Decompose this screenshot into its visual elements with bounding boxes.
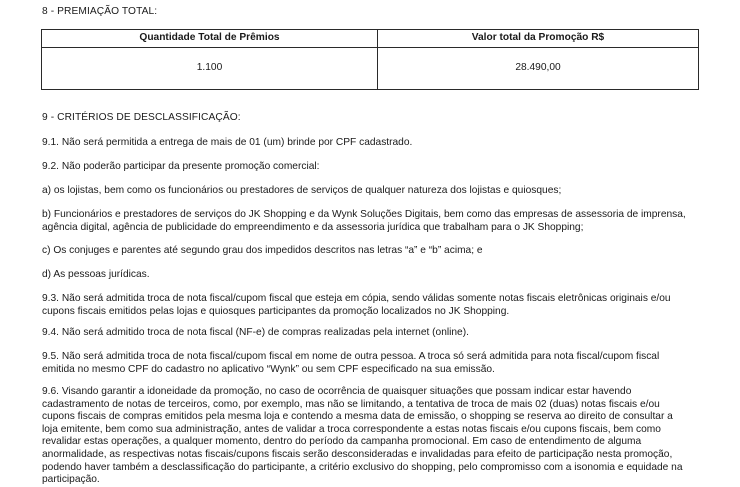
paragraph-line: anormalidade, as respectivas notas fiscais/cupons fiscais serão desconsideradas e invalidadas para efeito de participação nesta promoção, <box>42 448 673 460</box>
paragraph-9-5 <box>42 351 702 376</box>
paragraph-9-6 <box>42 386 702 487</box>
paragraph-line: cupons fiscais emitidos pelas lojas e quiosques participantes da promoção localizados no JK Shopping. <box>42 305 510 317</box>
paragraph-9-2-b <box>42 209 702 234</box>
paragraph-line: cadastramento de notas de terceiros, como, por exemplo, mas não se limitando, a tentativa de troca de mais 02 (duas) notas fiscais e/ou <box>42 398 660 410</box>
section-9-title: 9 - CRITÉRIOS DE DESCLASSIFICAÇÃO: <box>42 112 241 123</box>
paragraph-line: revalidar estas operações, a qualquer momento, dentro do período da campanha promocional. Em caso de entendimento de alguma <box>42 436 642 448</box>
table-row <box>42 48 699 90</box>
paragraph-line: 9.3. Não será admitida troca de nota fiscal/cupom fiscal que esteja em cópia, sendo válidas somente notas fiscais eletrônicas originais e/ou <box>42 293 671 304</box>
award-summary-table <box>41 29 699 90</box>
paragraph-9-2: 9.2. Não poderão participar da presente promoção comercial: <box>42 161 320 172</box>
paragraph-9-2-a: a) os lojistas, bem como os funcionários ou prestadores de serviços de qualquer natureza dos lojistas e quiosques; <box>42 185 562 196</box>
cell-total-prizes: 1.100 <box>42 48 378 90</box>
paragraph-line: cupons fiscais de compras emitidos pela mesma loja e contendo a mesma data de emissão, o shopping se reserva ao direito de consultar a <box>42 411 673 423</box>
paragraph-9-4: 9.4. Não será admitido troca de nota fiscal (NF-e) de compras realizadas pela internet (online). <box>42 327 469 338</box>
paragraph-line: agência digital, agência de publicidade do empreendimento e da assessoria jurídica que trabalham para o JK Shopping; <box>42 221 584 233</box>
paragraph-line: podendo haver também a desclassificação do participante, a critério exclusivo do shopping, pelo compromisso com a isonomia e equidade na <box>42 461 683 473</box>
paragraph-9-1: 9.1. Não será permitida a entrega de mais de 01 (um) brinde por CPF cadastrado. <box>42 137 413 148</box>
paragraph-line: emitida no mesmo CPF do cadastro no aplicativo “Wynk” ou sem CPF especificado na sua emissão. <box>42 363 495 375</box>
paragraph-9-3 <box>42 293 702 318</box>
header-total-value: Valor total da Promoção R$ <box>378 30 699 48</box>
paragraph-line: loja emitente, bem como sua administração, antes de validar a troca correspondente a estas notas fiscais e/ou cupons fiscais, bem como <box>42 423 661 435</box>
cell-total-value: 28.490,00 <box>378 48 699 90</box>
section-8-title: 8 - PREMIAÇÃO TOTAL: <box>42 6 158 17</box>
table-header-row <box>42 30 699 48</box>
paragraph-line: 9.5. Não será admitida troca de nota fiscal/cupom fiscal em nome de outra pessoa. A troca só será admitida para nota fiscal/cupom fiscal <box>42 351 660 362</box>
paragraph-9-2-c: c) Os conjuges e parentes até segundo grau dos impedidos descritos nas letras “a” e “b” acima; e <box>42 245 483 256</box>
header-total-prizes: Quantidade Total de Prêmios <box>42 30 378 48</box>
paragraph-9-2-d: d) As pessoas jurídicas. <box>42 269 150 280</box>
paragraph-line: 9.6. Visando garantir a idoneidade da promoção, no caso de ocorrência de quaisquer situações que possam indicar estar havendo <box>42 386 632 397</box>
paragraph-line: participação. <box>42 474 100 486</box>
paragraph-line: b) Funcionários e prestadores de serviços do JK Shopping e da Wynk Soluções Digitais, bem como das empresas de assessoria de imprensa, <box>42 209 686 220</box>
